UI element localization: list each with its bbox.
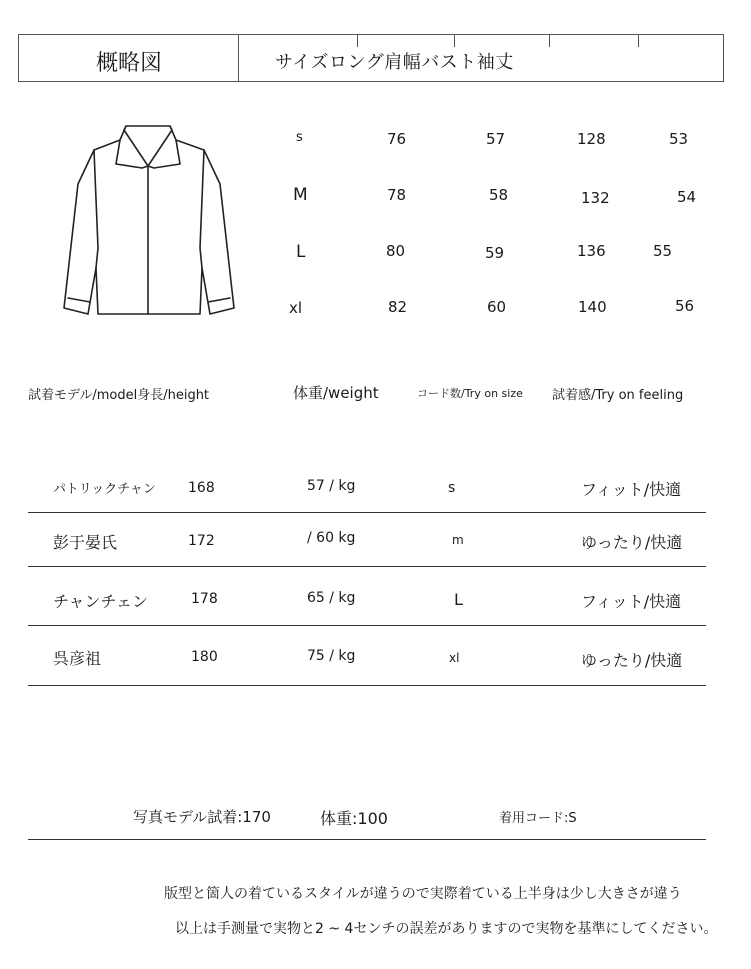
- fit-row-name: チャンチェン: [53, 592, 149, 611]
- fit-header-try-size: コード数/Try on size: [417, 387, 523, 400]
- header-tick: [549, 35, 550, 47]
- size-l-bust: 136: [577, 242, 606, 260]
- fit-row-size: m: [452, 533, 464, 547]
- fit-row-feeling: ゆったり/快適: [581, 651, 683, 670]
- fit-row-weight: / 60 kg: [307, 530, 356, 546]
- fit-header-feeling: 試着感/Try on feeling: [552, 388, 684, 403]
- header-tick: [638, 35, 639, 47]
- size-s-bust: 128: [577, 130, 606, 148]
- size-l-sleeve: 55: [653, 242, 673, 260]
- size-columns-header: サイズロング肩幅バスト袖丈: [275, 52, 514, 73]
- photo-model-size: 着用コード:S: [499, 811, 577, 826]
- fit-row-size: xl: [449, 651, 460, 665]
- fit-row-weight: 75 / kg: [307, 648, 356, 664]
- diagram-title: 概略図: [96, 51, 163, 76]
- size-l-shoulder: 59: [485, 244, 505, 262]
- size-label-m: M: [293, 185, 308, 205]
- fit-row-size: s: [448, 480, 456, 496]
- note-line: 以上は手测量で実物と2 ~ 4センチの誤差がありますので実物を基準にしてください。: [175, 921, 718, 937]
- header-tick: [454, 35, 455, 47]
- size-s-sleeve: 53: [669, 130, 689, 148]
- fit-row-weight: 57 / kg: [307, 478, 356, 494]
- size-s-shoulder: 57: [486, 130, 506, 148]
- row-divider: [28, 685, 706, 686]
- size-s-length: 76: [387, 130, 407, 148]
- fit-row-name: 彭于晏氏: [53, 533, 118, 552]
- fit-row-height: 180: [191, 649, 218, 665]
- size-label-s: s: [296, 130, 303, 145]
- size-label-xl: xl: [289, 299, 303, 317]
- fit-row-feeling: フィット/快適: [581, 480, 682, 499]
- header-tick: [357, 35, 358, 47]
- size-m-bust: 132: [581, 189, 610, 207]
- size-l-length: 80: [386, 242, 406, 260]
- size-m-shoulder: 58: [489, 186, 509, 204]
- size-xl-sleeve: 56: [675, 297, 695, 315]
- row-divider: [28, 566, 706, 567]
- photo-model-height: 写真モデル試着:170: [133, 808, 271, 826]
- fit-header-model-height: 試着モデル/model身長/height: [28, 388, 210, 403]
- fit-header-weight: 体重/weight: [293, 384, 379, 402]
- size-label-l: L: [296, 242, 306, 262]
- jacket-sketch: [58, 118, 240, 320]
- fit-row-height: 172: [188, 533, 215, 549]
- fit-row-name: パトリックチャン: [53, 482, 156, 497]
- photo-model-weight: 体重:100: [320, 809, 388, 828]
- fit-row-height: 178: [191, 591, 218, 607]
- size-xl-bust: 140: [578, 298, 607, 316]
- size-xl-shoulder: 60: [487, 298, 507, 316]
- photo-model-divider: [28, 839, 706, 840]
- note-line: 版型と箇人の着ているスタイルが違うので実際着ている上半身は少し大きさが違う: [164, 886, 682, 902]
- fit-row-size: L: [454, 590, 463, 609]
- fit-row-feeling: ゆったり/快適: [581, 533, 683, 552]
- row-divider: [28, 512, 706, 513]
- row-divider: [28, 625, 706, 626]
- fit-row-name: 呉彦祖: [53, 649, 102, 668]
- header-divider: [238, 34, 239, 82]
- fit-row-weight: 65 / kg: [307, 590, 356, 606]
- size-m-length: 78: [387, 186, 407, 204]
- fit-row-height: 168: [188, 480, 215, 496]
- size-xl-length: 82: [388, 298, 408, 316]
- size-m-sleeve: 54: [677, 188, 697, 206]
- fit-row-feeling: フィット/快適: [581, 592, 682, 611]
